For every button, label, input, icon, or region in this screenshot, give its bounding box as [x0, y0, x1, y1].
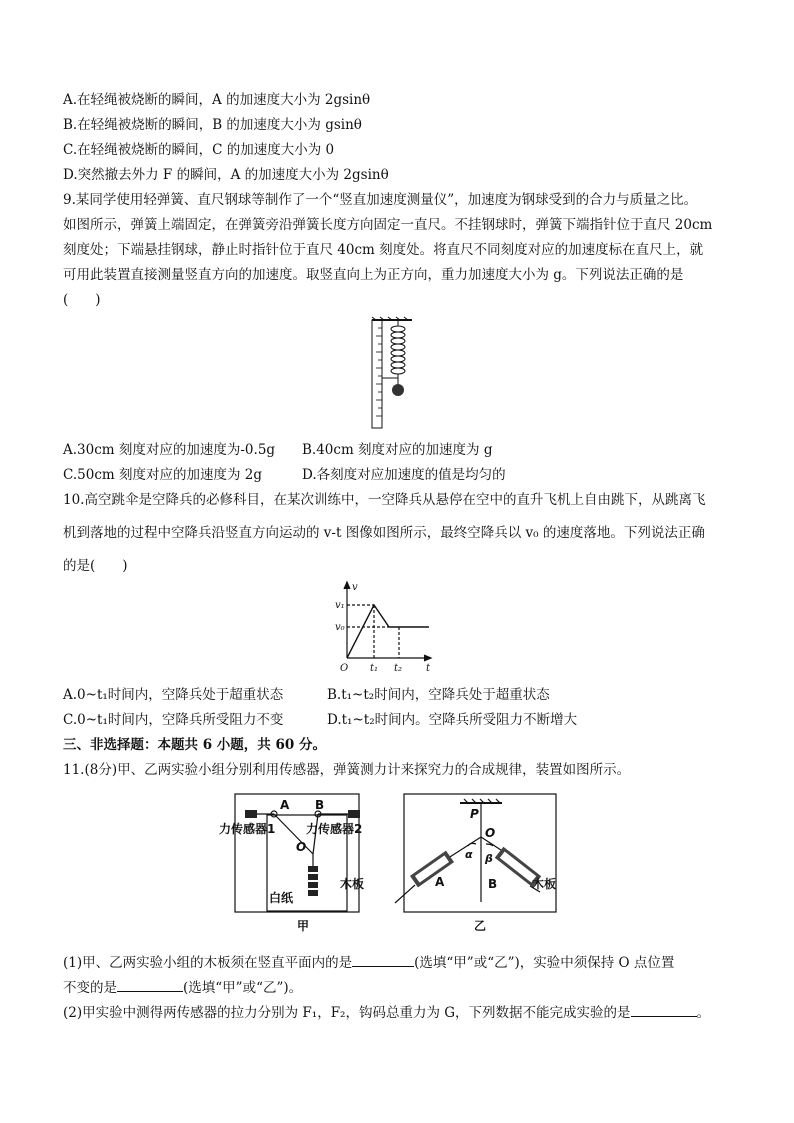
q11-part1-line2: [63, 979, 302, 997]
origin-label: O: [340, 663, 349, 674]
q8-option-d: D.突然撤去外力 F 的瞬间，A 的加速度大小为 2gsinθ: [63, 167, 389, 183]
q8-option-c: C.在轻绳被烧断的瞬间，C 的加速度大小为 0: [63, 142, 335, 158]
q9-option-a: A.30cm 刻度对应的加速度为-0.5g: [63, 442, 276, 458]
point-o-label-yi: O: [485, 826, 496, 840]
scale-a-label: A: [435, 875, 445, 889]
q10-option-b: B.t₁~t₂时间内，空降兵处于超重状态: [327, 687, 550, 703]
axis-v-label: v: [352, 582, 358, 593]
q9-answer-paren: ( ): [63, 292, 101, 308]
q10-stem-line1: 10.高空跳伞是空降兵的必修科目，在某次训练中，一空降兵从悬停在空中的直升飞机上自由跳下，从跳离飞: [63, 492, 706, 508]
axis-t-label: t: [426, 663, 431, 674]
caption-yi: 乙: [474, 919, 487, 933]
point-a-label: A: [280, 798, 290, 812]
q9-spring-ruler-figure: [368, 316, 416, 432]
sensor2-label: 力传感器2: [306, 822, 363, 836]
v1-label: v₁: [335, 600, 345, 611]
alpha-label: α: [465, 848, 473, 861]
q9-stem-line4: 可用此装置直接测量竖直方向的加速度。取竖直向上为正方向，重力加速度大小为 g。下列说法正确的是: [63, 267, 684, 283]
q9-option-d: D.各刻度对应加速度的值是均匀的: [302, 467, 506, 483]
v0-label: v₀: [335, 622, 345, 633]
q11-part1-blank2[interactable]: [117, 979, 183, 992]
section-3-heading: 三、非选择题：本题共 6 小题，共 60 分。: [63, 737, 326, 753]
sensor1-label: 力传感器1: [219, 822, 276, 836]
q11-part1-line1: [63, 954, 674, 972]
point-o-label: O: [296, 840, 307, 854]
white-paper-label: 白纸: [269, 891, 294, 905]
beta-label: β: [485, 852, 493, 865]
q9-stem-line2: 如图所示，弹簧上端固定，在弹簧旁沿弹簧长度方向固定一直尺。不挂钢球时，弹簧下端指针位于直尺 20cm: [63, 217, 713, 233]
point-p-label: P: [470, 807, 479, 821]
board-label-yi: 木板: [532, 877, 557, 891]
q10-vt-graph: [334, 578, 438, 676]
sensor1-icon: [245, 810, 257, 818]
q10-option-c: C.0~t₁时间内，空降兵所受阻力不变: [63, 712, 284, 728]
q10-stem-line2: 机到落地的过程中空降兵沿竖直方向运动的 v-t 图像如图所示，最终空降兵以 v₀ 的速度落地。下列说法正确: [63, 525, 705, 541]
caption-jia: 甲: [297, 919, 310, 933]
scale-b-label: B: [488, 877, 498, 891]
q11-part2-text-b: 。: [696, 1005, 711, 1021]
q10-option-d: D.t₁~t₂时间内。空降兵所受阻力不断增大: [327, 712, 578, 728]
spring-scale-a-icon: [410, 851, 454, 888]
t2-label: t₂: [394, 663, 403, 674]
q11-part1-text-a: (1)甲、乙两实验小组的木板须在竖直平面内的是: [63, 955, 353, 971]
hook-weights-icon: [308, 866, 318, 896]
q10-option-a: A.0~t₁时间内，空降兵处于超重状态: [63, 687, 284, 703]
q11-part1-text-b: (选填“甲”或“乙”)，实验中须保持 O 点位置: [414, 955, 675, 971]
q9-stem-line3: 刻度处；下端悬挂钢球，静止时指针位于直尺 40cm 刻度处。将直尺不同刻度对应的加速度标在直尺上，就: [63, 242, 704, 258]
q11-part1-text-d: (选填“甲”或“乙”)。: [183, 980, 303, 996]
q11-part2-line: [63, 1004, 710, 1022]
q11-part1-text-c: 不变的是: [63, 980, 117, 996]
q11-part2-blank[interactable]: [631, 1004, 697, 1017]
q9-option-b: B.40cm 刻度对应的加速度为 g: [302, 442, 493, 458]
q11-figure-jia: [218, 790, 378, 936]
q11-part1-blank1[interactable]: [352, 954, 414, 967]
q8-option-a: A.在轻绳被烧断的瞬间，A 的加速度大小为 2gsinθ: [63, 92, 371, 108]
point-b-label: B: [315, 798, 325, 812]
t1-label: t₁: [370, 663, 379, 674]
board-label-jia: 木板: [340, 877, 365, 891]
q8-option-b: B.在轻绳被烧断的瞬间，B 的加速度大小为 gsinθ: [63, 117, 362, 133]
q11-stem-line1: 11.(8分)甲、乙两实验小组分别利用传感器，弹簧测力计来探究力的合成规律，装置如图所示。: [63, 762, 631, 778]
q10-stem-line3: 的是( ): [63, 558, 128, 574]
steel-ball-icon: [392, 384, 404, 396]
q9-option-c: C.50cm 刻度对应的加速度为 2g: [63, 467, 262, 483]
q11-part2-text-a: (2)甲实验中测得两传感器的拉力分别为 F₁，F₂，钩码总重力为 G，下列数据不能完成实验的是: [63, 1005, 631, 1021]
q9-stem-line1: 9.某同学使用轻弹簧、直尺钢球等制作了一个“竖直加速度测量仪”，加速度为钢球受到的合力与质量之比。: [63, 192, 698, 208]
sensor2-icon: [348, 810, 360, 818]
q11-figure-yi: [390, 790, 562, 936]
